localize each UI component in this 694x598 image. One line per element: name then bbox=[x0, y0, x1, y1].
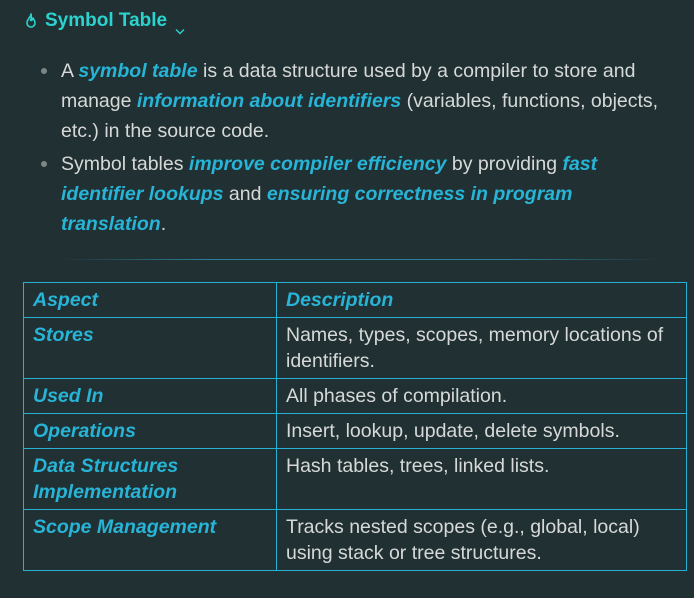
chevron-down-icon[interactable] bbox=[175, 19, 185, 26]
text-segment: is a data structure used by a compiler to store and manage bbox=[61, 60, 636, 112]
bullet-item bbox=[40, 149, 680, 239]
emphasis-text: ensuring correctness in program translation bbox=[61, 183, 573, 235]
emphasis-text: information about identifiers bbox=[136, 90, 402, 112]
bullet-dot-icon bbox=[41, 161, 47, 167]
section-heading[interactable] bbox=[24, 8, 185, 34]
emphasis-text: improve compiler efficiency bbox=[188, 153, 447, 175]
aspect-cell: Scope Management bbox=[24, 510, 277, 571]
text-segment: Symbol tables bbox=[61, 153, 189, 175]
text-segment: and bbox=[223, 183, 267, 205]
table-row bbox=[24, 318, 687, 379]
flame-icon bbox=[24, 13, 38, 29]
text-segment: A bbox=[61, 60, 79, 82]
bullet-list bbox=[40, 56, 680, 242]
description-cell: Names, types, scopes, memory locations of identifiers. bbox=[277, 318, 687, 379]
column-header-description: Description bbox=[277, 283, 687, 318]
description-cell: Insert, lookup, update, delete symbols. bbox=[277, 414, 687, 449]
aspect-cell: Used In bbox=[24, 379, 277, 414]
text-segment: by providing bbox=[446, 153, 563, 175]
table-row bbox=[24, 414, 687, 449]
aspect-cell: Data Structures Implementation bbox=[24, 449, 277, 510]
description-cell: Hash tables, trees, linked lists. bbox=[277, 449, 687, 510]
aspect-cell: Operations bbox=[24, 414, 277, 449]
bullet-item bbox=[40, 56, 680, 146]
table-row bbox=[24, 510, 687, 571]
section-title: Symbol Table bbox=[45, 10, 168, 31]
description-cell: All phases of compilation. bbox=[277, 379, 687, 414]
description-cell: Tracks nested scopes (e.g., global, local) using stack or tree structures. bbox=[277, 510, 687, 571]
emphasis-text: symbol table bbox=[78, 60, 198, 82]
emphasis-text: fast identifier lookups bbox=[61, 153, 598, 205]
table-row bbox=[24, 449, 687, 510]
symbol-table-summary bbox=[23, 282, 687, 571]
text-segment: (variables, functions, objects, etc.) in the source code. bbox=[61, 90, 659, 142]
column-header-aspect: Aspect bbox=[24, 283, 277, 318]
aspect-cell: Stores bbox=[24, 318, 277, 379]
text-segment: . bbox=[160, 213, 167, 235]
horizontal-divider bbox=[58, 259, 662, 260]
bullet-dot-icon bbox=[41, 68, 47, 74]
table-header-row bbox=[24, 283, 687, 318]
table-row bbox=[24, 379, 687, 414]
